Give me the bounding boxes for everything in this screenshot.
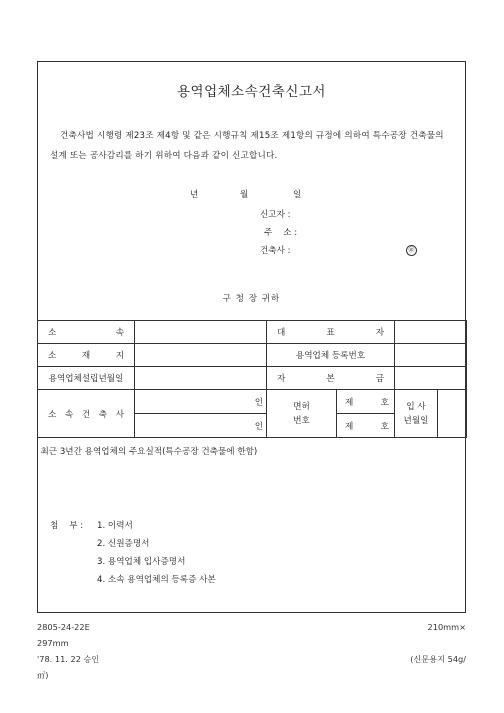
license-no-1[interactable]: 제 호	[337, 390, 395, 414]
paper-type-b: ㎡)	[37, 670, 49, 680]
license-label: 면허 번호	[267, 390, 337, 438]
performance-note: 최근 3년간 용역업체의 주요실적(특수공장 건축물에 한함)	[38, 438, 467, 468]
architect-label: 건축사 :	[260, 246, 291, 256]
join-date-label: 입 사 년월일	[395, 390, 438, 437]
location-label: 소 재 지	[38, 344, 135, 367]
paper-size-a: 210mm×	[427, 622, 466, 632]
est-date-label: 용역업체설립년월일	[38, 367, 135, 390]
reg-no-field[interactable]	[395, 344, 467, 367]
day-label: 일	[293, 190, 302, 200]
attachment-item: 4. 소속 용역업체의 등록증 사본	[97, 575, 216, 585]
join-date-cell	[395, 390, 467, 438]
approval-date: '78. 11. 22 승인	[37, 654, 100, 664]
form-title: 용역업체소속건축신고서	[177, 84, 326, 100]
form-code: 2805-24-22E	[37, 622, 90, 632]
affiliation-field[interactable]	[135, 321, 267, 344]
representative-field[interactable]	[395, 321, 467, 344]
info-table	[37, 320, 467, 468]
attachment-item: 3. 용역업체 입사증명서	[97, 557, 186, 567]
attachment-label: 첨 부 :	[50, 521, 84, 531]
capital-field[interactable]	[395, 367, 467, 390]
addressee: 구 청 장 귀하	[222, 294, 281, 304]
affiliation-label: 소 속	[38, 321, 135, 344]
architect-row-label: 소 속 건 축 사	[38, 390, 135, 438]
representative-label: 대 표 자	[267, 321, 395, 344]
architect-seal-1[interactable]: 인	[135, 390, 267, 414]
reg-no-label: 용역업체 등록번호	[267, 344, 395, 367]
reporter-label: 신고자 :	[260, 210, 291, 220]
capital-label: 자 본 금	[267, 367, 395, 390]
year-label: 년	[190, 190, 199, 200]
attachment-item: 1. 이력서	[97, 521, 133, 531]
form-page	[37, 61, 466, 613]
est-date-field[interactable]	[135, 367, 267, 390]
seal-mark-icon: ㊞	[406, 245, 417, 256]
license-no-2[interactable]: 제 호	[337, 414, 395, 438]
paper-type-a: (신문용지 54g/	[410, 654, 466, 664]
intro-text: 건축사법 시행령 제23조 제4항 및 같은 시행규칙 제15조 제1항의 규정에 의하여 특수공장 건축물의 설계 또는 공사감리를 하기 위하여 다음과 같이 신고합니다.	[50, 131, 444, 161]
attachment-item: 2. 신원증명서	[97, 539, 150, 549]
address-label: 주 소 :	[264, 228, 298, 238]
architect-seal-2[interactable]: 인	[135, 414, 267, 438]
location-field[interactable]	[135, 344, 267, 367]
month-label: 월	[240, 190, 249, 200]
paper-size-b: 297mm	[37, 638, 69, 648]
